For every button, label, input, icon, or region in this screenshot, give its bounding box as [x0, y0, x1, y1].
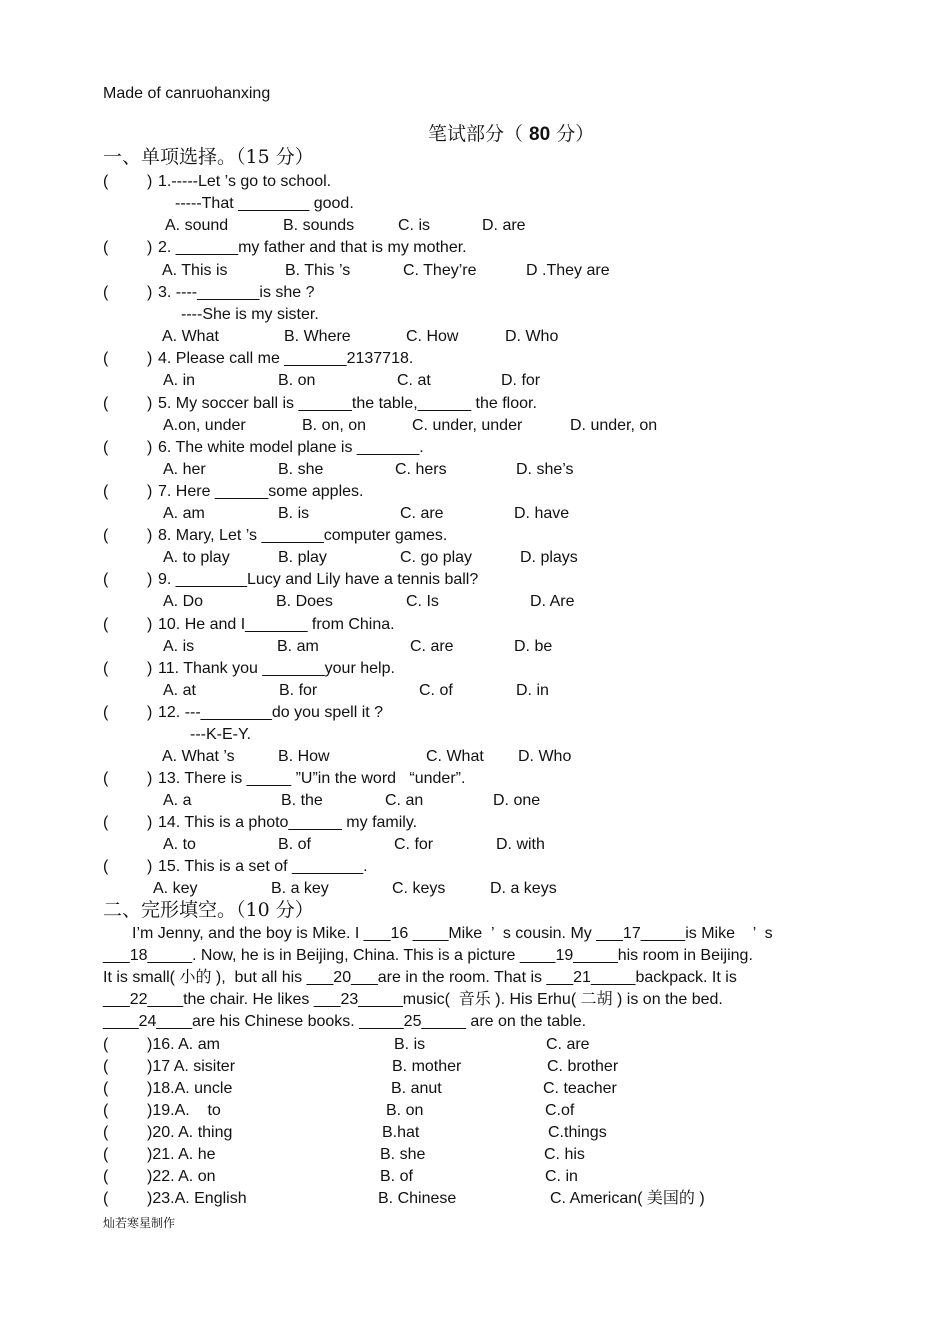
answer-option: D. plays — [520, 549, 578, 566]
section-heading-cloze: 二、完形填空。（10 分） — [103, 899, 314, 921]
section-heading-single-choice: 一、单项选择。（15 分） — [103, 146, 314, 168]
question-stem: 11. Thank you _______your help. — [158, 660, 395, 677]
answer-option: A. her — [163, 461, 206, 478]
answer-option: B. How — [278, 748, 330, 765]
answer-option: B. on — [278, 372, 316, 389]
answer-paren-open: ( — [103, 858, 109, 875]
answer-paren-open: ( — [103, 770, 109, 787]
answer-option: D. for — [501, 372, 541, 389]
answer-option: C. Is — [406, 593, 439, 610]
answer-option: A. in — [163, 372, 196, 389]
cloze-option-c: C. in — [545, 1168, 578, 1185]
cloze-option-b: B. she — [380, 1146, 426, 1163]
cloze-option-c: C. are — [546, 1036, 590, 1053]
passage-line: ___22____the chair. He likes ___23_____music( 音乐 ). His Erhu( 二胡 ) is on the bed. — [103, 991, 723, 1008]
page-header: Made of canruohanxing — [103, 85, 271, 102]
answer-option: D. in — [516, 682, 549, 699]
cloze-option-b: B. Chinese — [378, 1190, 457, 1207]
cloze-option-a: )18.A. uncle — [147, 1080, 233, 1097]
answer-paren-open: ( — [103, 660, 109, 677]
cloze-option-a: )22. A. on — [147, 1168, 216, 1185]
answer-option: C. How — [406, 328, 459, 345]
cloze-option-a: )23.A. English — [147, 1190, 247, 1207]
title-suffix: 分） — [550, 123, 595, 145]
answer-option: A. Do — [163, 593, 204, 610]
question-stem: 7. Here ______some apples. — [158, 483, 364, 500]
answer-option: A. to play — [163, 549, 230, 566]
answer-option: C. of — [419, 682, 453, 699]
question-stem: 15. This is a set of ________. — [158, 858, 368, 875]
answer-paren-open: ( — [103, 350, 109, 367]
answer-paren-close: ) — [147, 616, 153, 633]
passage-line: It is small( 小的 ), but all his ___20___are in the room. That is ___21_____backpack. It is — [103, 969, 737, 986]
answer-paren-open: ( — [103, 1058, 109, 1075]
question-stem: 4. Please call me _______2137718. — [158, 350, 414, 367]
answer-paren-open: ( — [103, 616, 109, 633]
answer-option: B. am — [277, 638, 319, 655]
answer-option: D .They are — [526, 262, 610, 279]
question-dialogue-line: ----She is my sister. — [181, 306, 319, 323]
answer-paren-close: ) — [147, 660, 153, 677]
answer-option: B. Does — [276, 593, 333, 610]
answer-paren-close: ) — [147, 814, 153, 831]
cloze-option-b: B. mother — [392, 1058, 462, 1075]
passage-line: ____24____are his Chinese books. _____25_____ are on the table. — [103, 1013, 587, 1030]
answer-option: B. for — [279, 682, 318, 699]
answer-paren-close: ) — [147, 483, 153, 500]
answer-option: B. on, on — [302, 417, 367, 434]
answer-paren-open: ( — [103, 571, 109, 588]
title-score: 80 — [529, 124, 551, 145]
answer-option: D. Who — [518, 748, 572, 765]
answer-paren-open: ( — [103, 1102, 109, 1119]
cloze-option-b: B. on — [386, 1102, 424, 1119]
answer-option: A. is — [163, 638, 195, 655]
cloze-option-c: C.things — [548, 1124, 607, 1141]
answer-paren-open: ( — [103, 483, 109, 500]
answer-paren-open: ( — [103, 1190, 109, 1207]
answer-option: B. a key — [271, 880, 329, 897]
answer-option: D. with — [496, 836, 545, 853]
answer-option: B. Where — [284, 328, 351, 345]
answer-option: D. under, on — [570, 417, 658, 434]
question-stem: 14. This is a photo______ my family. — [158, 814, 418, 831]
answer-paren-close: ) — [147, 858, 153, 875]
passage-line: ___18_____. Now, he is in Beijing, China. This is a picture ____19_____his room in Beijing. — [103, 947, 753, 964]
page-title — [428, 122, 594, 147]
answer-option: D. one — [493, 792, 541, 809]
answer-paren-close: ) — [147, 350, 153, 367]
answer-paren-open: ( — [103, 1146, 109, 1163]
answer-option: D. a keys — [490, 880, 557, 897]
cloze-option-b: B.hat — [382, 1124, 420, 1141]
answer-option: A.on, under — [163, 417, 246, 434]
answer-option: D. are — [482, 217, 526, 234]
answer-paren-close: ) — [147, 770, 153, 787]
question-stem: 9. ________Lucy and Lily have a tennis ball? — [158, 571, 479, 588]
answer-paren-open: ( — [103, 239, 109, 256]
answer-option: C. are — [400, 505, 444, 522]
question-stem: 12. ---________do you spell it ? — [158, 704, 384, 721]
question-stem: 1.-----Let ’s go to school. — [158, 173, 332, 190]
answer-paren-open: ( — [103, 814, 109, 831]
answer-option: B. she — [278, 461, 324, 478]
answer-paren-open: ( — [103, 439, 109, 456]
answer-option: D. she’s — [516, 461, 574, 478]
answer-paren-close: ) — [147, 527, 153, 544]
answer-paren-open: ( — [103, 1036, 109, 1053]
cloze-option-b: B. is — [394, 1036, 426, 1053]
answer-option: D. have — [514, 505, 570, 522]
answer-option: B. This ’s — [285, 262, 351, 279]
answer-paren-close: ) — [147, 284, 153, 301]
cloze-option-c: C. his — [544, 1146, 585, 1163]
answer-option: C. under, under — [412, 417, 523, 434]
question-stem: 2. _______my father and that is my mother. — [158, 239, 467, 256]
cloze-option-a: )20. A. thing — [147, 1124, 233, 1141]
title-prefix: 笔试部分（ — [428, 123, 530, 145]
answer-paren-open: ( — [103, 1080, 109, 1097]
cloze-option-a: )16. A. am — [147, 1036, 220, 1053]
question-stem: 13. There is _____ ”U”in the word “under”. — [158, 770, 466, 787]
answer-paren-close: ) — [147, 395, 153, 412]
answer-option: D. Who — [505, 328, 559, 345]
answer-paren-open: ( — [103, 395, 109, 412]
question-stem: 6. The white model plane is _______. — [158, 439, 424, 456]
answer-option: C. What — [426, 748, 484, 765]
answer-option: C. for — [394, 836, 434, 853]
passage-line: I’m Jenny, and the boy is Mike. I ___16 ____Mike ’ s cousin. My ___17_____is Mike ’ s — [132, 925, 773, 942]
cloze-option-c: C. American( 美国的 ) — [550, 1190, 705, 1207]
answer-option: A. at — [163, 682, 196, 699]
answer-paren-open: ( — [103, 1168, 109, 1185]
question-stem: 10. He and I_______ from China. — [158, 616, 395, 633]
cloze-option-c: C. brother — [547, 1058, 619, 1075]
answer-paren-open: ( — [103, 1124, 109, 1141]
answer-option: C. keys — [392, 880, 446, 897]
answer-option: D. be — [514, 638, 553, 655]
answer-option: A. sound — [165, 217, 229, 234]
answer-paren-close: ) — [147, 571, 153, 588]
answer-option: A. This is — [162, 262, 228, 279]
cloze-option-c: C.of — [545, 1102, 575, 1119]
cloze-option-c: C. teacher — [543, 1080, 617, 1097]
answer-option: B. sounds — [283, 217, 355, 234]
answer-paren-open: ( — [103, 527, 109, 544]
answer-option: C. hers — [395, 461, 447, 478]
page-footer: 灿若寒星制作 — [103, 1216, 176, 1230]
answer-option: C. at — [397, 372, 431, 389]
answer-option: A. What ’s — [162, 748, 235, 765]
answer-option: C. They’re — [403, 262, 477, 279]
answer-option: A. a — [163, 792, 192, 809]
answer-option: D. Are — [530, 593, 575, 610]
answer-option: C. are — [410, 638, 454, 655]
answer-paren-close: ) — [147, 704, 153, 721]
answer-paren-open: ( — [103, 284, 109, 301]
question-stem: 5. My soccer ball is ______the table,______ the floor. — [158, 395, 537, 412]
cloze-option-b: B. of — [380, 1168, 413, 1185]
answer-option: A. key — [153, 880, 198, 897]
answer-option: A. am — [163, 505, 205, 522]
answer-option: A. What — [162, 328, 219, 345]
answer-paren-close: ) — [147, 173, 153, 190]
cloze-option-a: )21. A. he — [147, 1146, 216, 1163]
cloze-option-a: )19.A. to — [147, 1102, 221, 1119]
answer-option: B. the — [281, 792, 323, 809]
answer-option: A. to — [163, 836, 196, 853]
answer-paren-close: ) — [147, 439, 153, 456]
question-stem: 8. Mary, Let ’s _______computer games. — [158, 527, 448, 544]
answer-option: C. is — [398, 217, 430, 234]
question-dialogue-line: -----That ________ good. — [175, 195, 354, 212]
cloze-option-a: )17 A. sisiter — [147, 1058, 236, 1075]
answer-option: C. go play — [400, 549, 473, 566]
question-stem: 3. ----_______is she ? — [158, 284, 315, 301]
cloze-option-b: B. anut — [391, 1080, 442, 1097]
answer-paren-open: ( — [103, 173, 109, 190]
answer-option: B. is — [278, 505, 310, 522]
answer-option: B. play — [278, 549, 327, 566]
answer-option: B. of — [278, 836, 311, 853]
answer-option: C. an — [385, 792, 424, 809]
answer-paren-close: ) — [147, 239, 153, 256]
question-dialogue-line: ---K-E-Y. — [190, 726, 252, 743]
answer-paren-open: ( — [103, 704, 109, 721]
